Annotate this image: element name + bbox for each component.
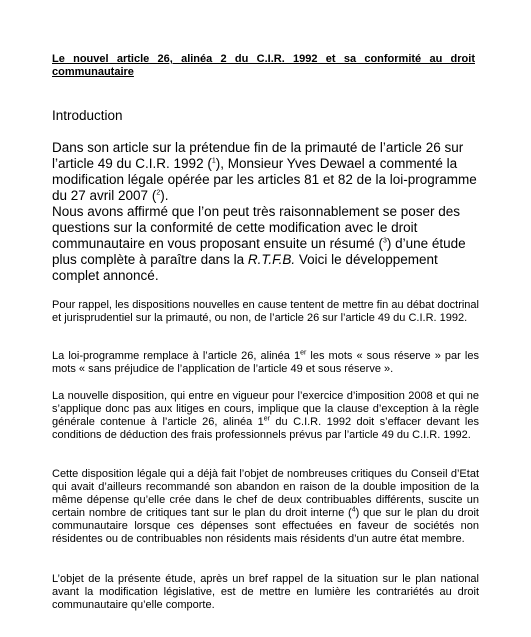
ordinal-sup: er: [300, 349, 307, 357]
paragraph-text: les mots « sous réserve » par les mots « sans préjudice de l’application de l’article 49 et sous réserve ».: [52, 350, 479, 375]
lead-text: Dans son article sur la prétendue fin de la primauté de l’article 26 sur l’article 49 du C.I.R. 1992 (: [52, 140, 464, 171]
lead-text: ) d’une étude plus complète à paraître dans la: [52, 236, 466, 267]
paragraph-text: ) que sur le plan du droit communautaire lorsque ces dépenses sont effectuées en faveur de sociétés non résidentes ou de contribuables non résidents mais résidents d’un autre état membre.: [52, 507, 479, 545]
body-paragraph: [52, 390, 479, 442]
lead-paragraph: [52, 140, 482, 284]
body-paragraph: [52, 573, 479, 612]
footnote-ref[interactable]: 2: [156, 189, 161, 197]
body-paragraph: [52, 350, 479, 376]
body-paragraph: [52, 468, 479, 546]
paragraph-text: La nouvelle disposition, qui entre en vigueur pour l’exercice d’imposition 2008 et qui ne s’applique donc pas aux litiges en cours, implique que la clause d’exception à la règle générale contenue à l’article 26, alinéa 1: [52, 390, 479, 428]
lead-text: Voici le développement complet annoncé.: [52, 252, 438, 283]
paragraph-text: L’objet de la présente étude, après un bref rappel de la situation sur le plan national avant la modification législative, est de mettre en lumière les contrariétés au droit communautaire qu’elle comporte.: [52, 573, 479, 611]
footnote-ref[interactable]: 4: [351, 506, 356, 514]
footnote-ref[interactable]: 1: [211, 157, 216, 165]
footnote-ref[interactable]: 3: [382, 237, 387, 245]
paragraph-text: La loi-programme remplace à l’article 26, alinéa 1: [52, 350, 301, 362]
document-title: Le nouvel article 26, alinéa 2 du C.I.R. 1992 et sa conformité au droit communautaire: [52, 53, 475, 78]
lead-text: ).: [160, 188, 169, 203]
body-paragraph: [52, 299, 479, 325]
section-heading: Introduction: [52, 108, 123, 123]
lead-text: ), Monsieur Yves Dewael a commenté la modification légale opérée par les articles 81 et 82 de la loi-programme du 27 avril 2007 (: [52, 156, 477, 203]
ordinal-sup: er: [263, 415, 270, 423]
lead-text: Nous avons affirmé que l’on peut très raisonnablement se poser des questions sur la conformité de cette modification avec le droit communautaire en vous proposant ensuite un résumé (: [52, 204, 460, 251]
journal-name: R.T.F.B.: [247, 252, 296, 267]
paragraph-text: Cette disposition légale qui a déjà fait l’objet de nombreuses critiques du Conseil d’Etat qui avait d’ailleurs recommandé son abandon en raison de la double imposition de la même dépense qu’elle crée dans le chef de deux contribuables différents, suscite un certain nombre de critiques tant sur le plan du droit interne (: [52, 468, 479, 519]
paragraph-text: du C.I.R. 1992 doit s’effacer devant les conditions de déduction des frais professionnels prévus par l’article 49 du C.I.R. 1992.: [52, 416, 479, 441]
paragraph-text: Pour rappel, les dispositions nouvelles en cause tentent de mettre fin au débat doctrinal et jurisprudentiel sur la primauté, ou non, de l’article 26 sur l’article 49 du C.I.R. 1992.: [52, 299, 479, 324]
